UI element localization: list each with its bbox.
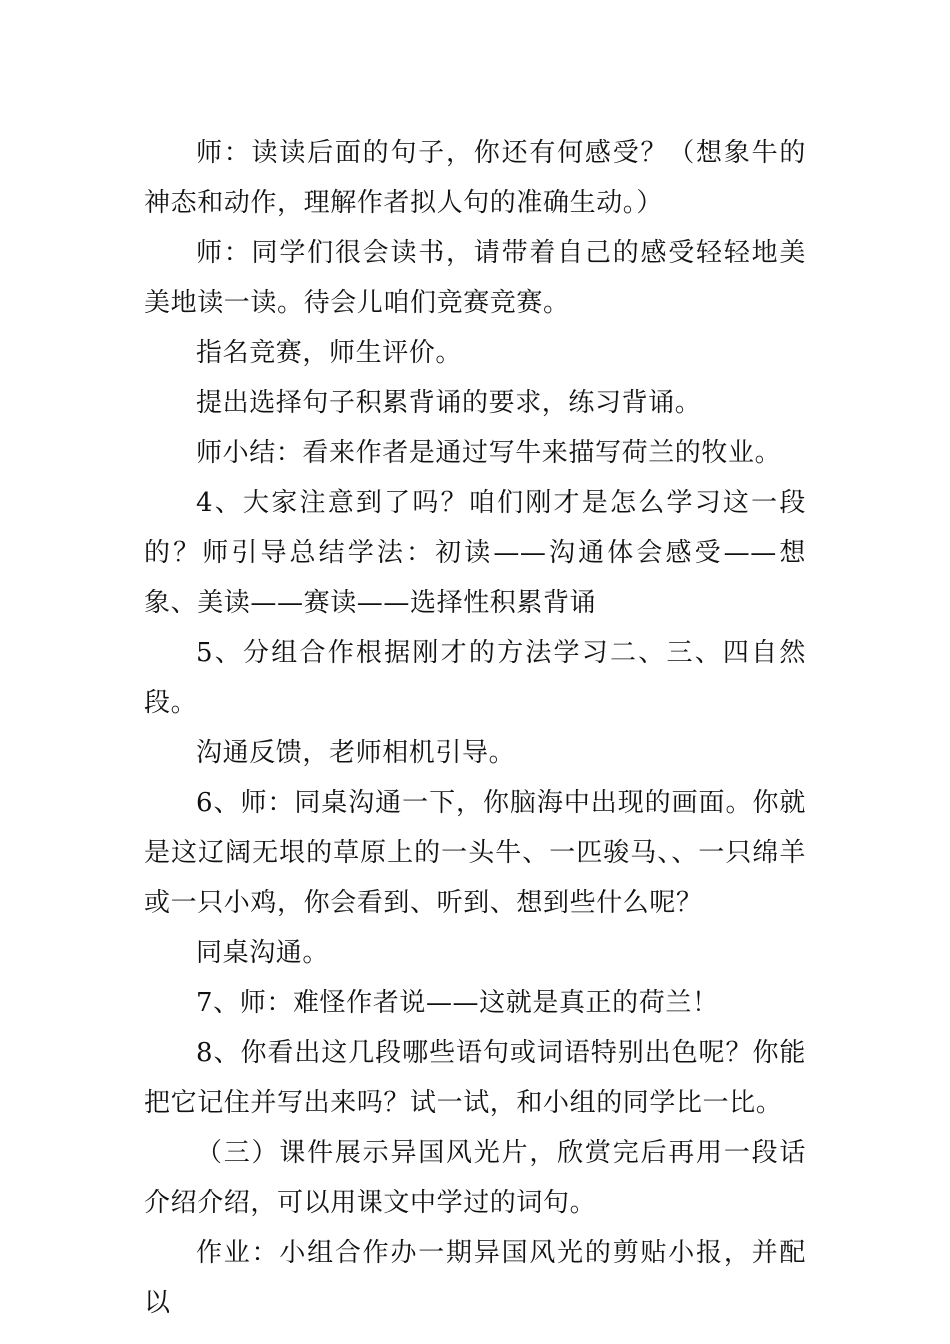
paragraph-recite: 提出选择句子积累背诵的要求，练习背诵。 [196,388,702,418]
paragraph-competition: 指名竞赛，师生评价。 [196,338,463,368]
paragraph-teacher-feeling: 师：读读后面的句子，你还有何感受？（想象牛的神态和动作，理解作者拟人句的准确生动。） [144,138,806,218]
paragraph-desk-mates: 同桌沟通。 [196,938,330,968]
paragraph-step-4: 4、大家注意到了吗？咱们刚才是怎么学习这一段的？师引导总结学法：初读——沟通体会感受——想象、美读——赛读——选择性积累背诵 [144,488,806,618]
paragraph-read-aloud: 师：同学们很会读书，请带着自己的感受轻轻地美美地读一读。待会儿咱们竞赛竞赛。 [144,238,806,318]
paragraph-step-5: 5、分组合作根据刚才的方法学习二、三、四自然段。 [144,638,806,718]
paragraph-summary: 师小结：看来作者是通过写牛来描写荷兰的牧业。 [196,438,782,468]
document-body [144,128,806,1328]
paragraph-step-8: 8、你看出这几段哪些语句或词语特别出色呢？你能把它记住并写出来吗？试一试，和小组的同学比一比。 [144,1038,806,1118]
paragraph-section-3: （三）课件展示异国风光片，欣赏完后再用一段话介绍介绍，可以用课文中学过的词句。 [144,1138,806,1218]
paragraph-step-6: 6、师：同桌沟通一下，你脑海中出现的画面。你就是这辽阔无垠的草原上的一头牛、一匹骏马、、一只绵羊或一只小鸡，你会看到、听到、想到些什么呢？ [144,788,806,918]
paragraph-feedback: 沟通反馈，老师相机引导。 [196,738,516,768]
paragraph-homework: 作业：小组合作办一期异国风光的剪贴小报，并配以 [144,1238,806,1318]
paragraph-step-7: 7、师：难怪作者说——这就是真正的荷兰！ [196,988,719,1018]
